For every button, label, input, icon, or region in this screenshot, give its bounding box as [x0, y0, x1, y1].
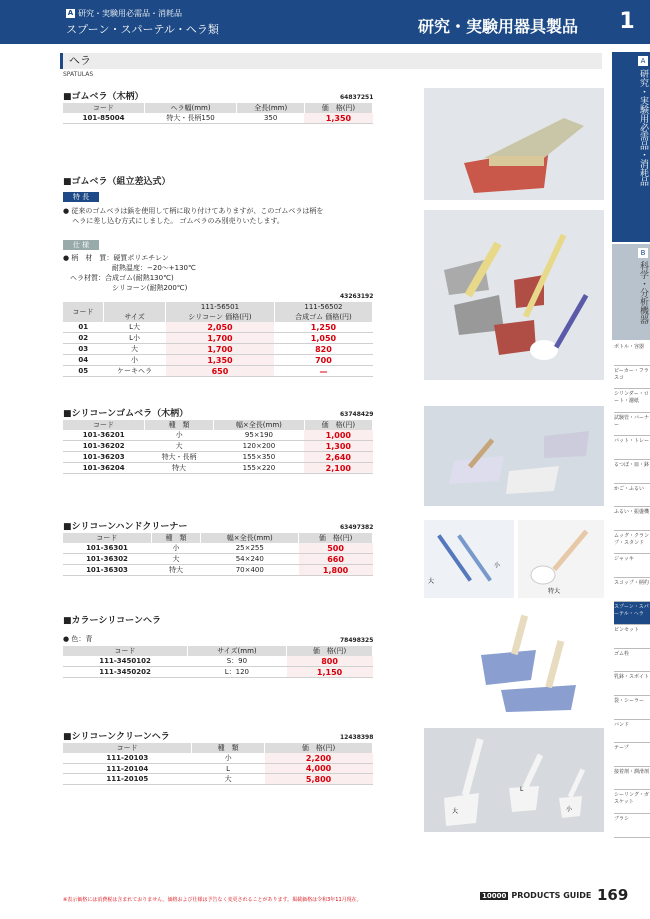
sidebar-item[interactable]: 乳鉢・スポイト	[614, 672, 650, 696]
product-code: 63748429	[340, 411, 374, 418]
product-code: 43263192	[340, 293, 374, 300]
product-title: ■シリコーンハンドクリーナー	[63, 522, 188, 532]
table-row: 01 L大 2,050 1,250	[63, 322, 373, 333]
sidebar-item[interactable]: 接着剤・潤滑剤	[614, 767, 650, 791]
page-number: 169	[597, 886, 629, 904]
header-right-title: 研究・実験用器具製品	[418, 17, 579, 36]
table-row: 101-36203 特大・長柄 155×350 2,640	[63, 452, 373, 463]
clean-spatula-image	[424, 728, 604, 832]
sidebar-item[interactable]: テープ	[614, 743, 650, 767]
table-row: 101-36204 特大 155×220 2,100	[63, 463, 373, 474]
photo-label: 大	[452, 808, 459, 815]
section-bar	[60, 53, 602, 69]
product-table: コード サイズ(mm) 価 格(円) 111-3450102 S：90 800 111-3450202 L：120 1,150	[63, 646, 373, 678]
sidebar-item[interactable]: 試験管・バーナー	[614, 413, 650, 437]
photo-label: 小	[494, 562, 501, 569]
sidebar-item[interactable]: シリンダー・ロート・濾紙	[614, 389, 650, 413]
product-code: 64837251	[340, 94, 374, 101]
sidebar-item[interactable]: スプーン・スパーテル・ヘラ	[614, 602, 650, 626]
product-title: ■シリコーンゴムベラ（木柄）	[63, 409, 189, 419]
product-table: コード 種 類 価 格(円) 111-20103 小 2,200 111-20104 L 4,000 111-20105 大 5,800	[63, 743, 373, 785]
sidebar-item[interactable]: ビーカー・フラスコ	[614, 366, 650, 390]
product-title: ■カラーシリコーンヘラ	[63, 616, 161, 626]
feature-text: ● 従来のゴムベラは鋲を使用して柄に取り付けてありますが、このゴムベラは柄を ヘラに差し込む方式にしました。 ゴムベラのみ別売りいたします。	[63, 207, 324, 225]
product-photo	[424, 520, 514, 598]
photo-label: L	[520, 786, 524, 793]
sidebar-item[interactable]: バンド	[614, 720, 650, 744]
table-row: 04 小 1,350 700	[63, 355, 373, 366]
sidebar-item[interactable]: ブラシ	[614, 814, 650, 838]
sidebar-item[interactable]: 袋・シーラー	[614, 696, 650, 720]
assembled-spatula-image	[424, 210, 604, 380]
product-photo	[424, 728, 604, 832]
sidebar-item[interactable]: ムッグ・クランプ・スタンド	[614, 531, 650, 555]
table-row: 101-36201 小 95×190 1,000	[63, 430, 373, 441]
table-row: 111-20105 大 5,800	[63, 774, 373, 785]
sidebar-item[interactable]: ボトル・容器	[614, 342, 650, 366]
hand-cleaner-large-image	[518, 520, 604, 598]
category-badge: A	[67, 9, 74, 17]
sidebar-item[interactable]: ふるい・振盪機	[614, 507, 650, 531]
photo-label: 小	[566, 806, 573, 813]
table-row: 111-20104 L 4,000	[63, 764, 373, 774]
product-title: ■ゴムベラ（組立差込式）	[63, 177, 171, 187]
product-photo	[424, 406, 604, 506]
product-code: 78498325	[340, 637, 374, 644]
table-row: 101-85004 特大・長柄150 350 1,350	[63, 113, 373, 124]
chapter-number: 1	[604, 0, 650, 44]
sidebar-item[interactable]: スコップ・柄杓	[614, 578, 650, 602]
product-table: コード ヘラ幅(mm) 全長(mm) 価 格(円) 101-85004 特大・長柄150 350 1,350	[63, 103, 373, 124]
sidebar-item[interactable]: バット・トレー	[614, 436, 650, 460]
product-photo	[518, 520, 604, 598]
product-table: コード 種 類 幅×全長(mm) 価 格(円) 101-36201 小 95×190 1,000 101-36202 大 120×200 1,300 101-36203 特大・長柄 155×350 2,640 101-36204 特大 155×220 2,100	[63, 420, 373, 474]
sidebar-item[interactable]: ピンセット	[614, 625, 650, 649]
table-row: 101-36301 小 25×255 500	[63, 543, 373, 554]
table-row: 111-3450202 L：120 1,150	[63, 667, 373, 678]
table-row: 02 L小 1,700 1,050	[63, 333, 373, 344]
product-title: ■ゴムベラ（木柄）	[63, 92, 144, 102]
feature-label: 特 長	[63, 192, 99, 202]
table-row: 101-36302 大 54×240 660	[63, 554, 373, 565]
color-spatula-image	[476, 610, 604, 714]
footer-note: ※表示価格には消費税は含まれておりません。価格および仕様は予告なく変更されることがあります。掲載価格は令和3年11月現在。	[63, 897, 362, 903]
product-table: コード 111-56501 111-56502 サイズ シリコーン 価格(円) 合成ゴム 価格(円) 01 L大 2,050 1,250 02 L小 1,700 1,050 03 大 1,700 820 04 小 1,350 700 05 ケーキヘラ 650 —	[63, 302, 373, 377]
page-header	[0, 0, 650, 44]
product-code: 12438398	[340, 734, 374, 741]
table-row: 05 ケーキヘラ 650 —	[63, 366, 373, 377]
table-row: 111-3450102 S：90 800	[63, 656, 373, 667]
hand-cleaner-image	[424, 520, 514, 598]
sidebar-category-a[interactable]: A研究・実験用必需品・消耗品	[612, 52, 650, 242]
sidebar-item[interactable]: ゴム栓	[614, 649, 650, 673]
sidebar-item[interactable]: シーリング・ガスケット	[614, 790, 650, 814]
rubber-spatula-image	[424, 88, 604, 200]
table-row: 111-20103 小 2,200	[63, 753, 373, 764]
product-title: ■シリコーンクリーンヘラ	[63, 732, 170, 742]
section-en: SPATULAS	[63, 71, 94, 78]
photo-label: 特大	[548, 588, 561, 595]
section-title: ヘラ	[69, 54, 91, 67]
sidebar-category-b[interactable]: B科学・分析機器	[612, 244, 650, 340]
photo-label: 大	[428, 578, 435, 585]
page-subtitle: スプーン・スパーテル・ヘラ類	[66, 23, 219, 36]
spec-text: ● 柄 材 質：硬質ポリエチレン 耐熱温度：−20〜+130℃ ヘラ材質：合成ゴム(耐熱130℃) シリコーン(耐熱200℃)	[63, 254, 196, 292]
sidebar-item[interactable]: ジャッキ	[614, 554, 650, 578]
table-row: 101-36303 特大 70×400 1,800	[63, 565, 373, 576]
products-guide: 10000 PRODUCTS GUIDE	[482, 891, 592, 900]
sidebar-item[interactable]: かご・ふるい	[614, 484, 650, 508]
product-table: コード 種 類 幅×全長(mm) 価 格(円) 101-36301 小 25×255 500 101-36302 大 54×240 660 101-36303 特大 70×400 1,800	[63, 533, 373, 576]
silicone-spatula-image	[424, 406, 604, 506]
spec-label: 仕 様	[63, 240, 99, 250]
category-label: 研究・実験用必需品・消耗品	[78, 9, 182, 18]
table-row: 03 大 1,700 820	[63, 344, 373, 355]
sidebar-item[interactable]: るつぼ・皿・鉢	[614, 460, 650, 484]
product-note: ● 色：青	[63, 635, 93, 643]
product-photo	[476, 610, 604, 714]
table-row: 101-36202 大 120×200 1,300	[63, 441, 373, 452]
product-code: 63497382	[340, 524, 374, 531]
product-photo	[424, 210, 604, 380]
product-photo	[424, 88, 604, 200]
